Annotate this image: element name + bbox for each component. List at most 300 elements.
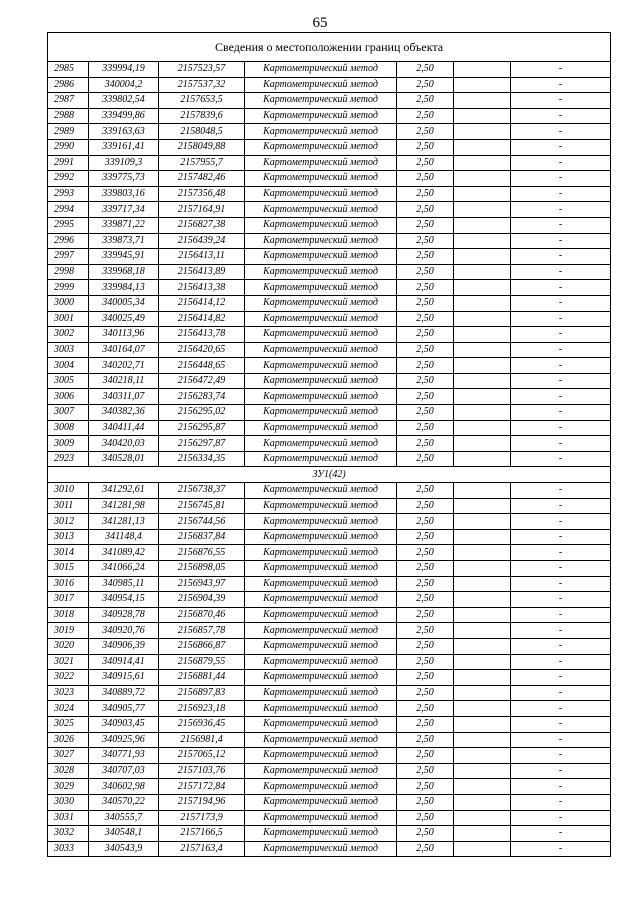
method-cell: Картометрический метод (245, 638, 397, 654)
empty-cell (454, 685, 511, 701)
point-number-cell: 3025 (48, 716, 89, 732)
accuracy-cell: 2,50 (397, 748, 454, 764)
x-coordinate-cell: 340954,15 (89, 592, 159, 608)
accuracy-cell: 2,50 (397, 716, 454, 732)
empty-cell (454, 249, 511, 265)
accuracy-cell: 2,50 (397, 124, 454, 140)
accuracy-cell: 2,50 (397, 217, 454, 233)
table-row (48, 779, 611, 795)
y-coordinate-cell: 2157839,6 (159, 108, 245, 124)
method-cell: Картометрический метод (245, 732, 397, 748)
x-coordinate-cell: 339984,13 (89, 280, 159, 296)
y-coordinate-cell: 2157523,57 (159, 62, 245, 78)
empty-cell (454, 483, 511, 499)
x-coordinate-cell: 340915,61 (89, 670, 159, 686)
method-cell: Картометрический метод (245, 249, 397, 265)
accuracy-cell: 2,50 (397, 436, 454, 452)
empty-cell (454, 529, 511, 545)
description-cell: - (511, 592, 611, 608)
accuracy-cell: 2,50 (397, 358, 454, 374)
empty-cell (454, 155, 511, 171)
accuracy-cell: 2,50 (397, 670, 454, 686)
point-number-cell: 3009 (48, 436, 89, 452)
y-coordinate-cell: 2156738,37 (159, 483, 245, 499)
method-cell: Картометрический метод (245, 592, 397, 608)
x-coordinate-cell: 340707,03 (89, 763, 159, 779)
method-cell: Картометрический метод (245, 654, 397, 670)
empty-cell (454, 342, 511, 358)
empty-cell (454, 295, 511, 311)
x-coordinate-cell: 339161,41 (89, 139, 159, 155)
accuracy-cell: 2,50 (397, 623, 454, 639)
empty-cell (454, 576, 511, 592)
y-coordinate-cell: 2156981,4 (159, 732, 245, 748)
table-row (48, 93, 611, 109)
point-number-cell: 2998 (48, 264, 89, 280)
method-cell: Картометрический метод (245, 545, 397, 561)
x-coordinate-cell: 340771,93 (89, 748, 159, 764)
y-coordinate-cell: 2156283,74 (159, 389, 245, 405)
y-coordinate-cell: 2156439,24 (159, 233, 245, 249)
description-cell: - (511, 810, 611, 826)
description-cell: - (511, 124, 611, 140)
table-row (48, 592, 611, 608)
x-coordinate-cell: 340925,96 (89, 732, 159, 748)
point-number-cell: 3018 (48, 607, 89, 623)
description-cell: - (511, 716, 611, 732)
table-row (48, 77, 611, 93)
description-cell: - (511, 654, 611, 670)
accuracy-cell: 2,50 (397, 763, 454, 779)
accuracy-cell: 2,50 (397, 561, 454, 577)
accuracy-cell: 2,50 (397, 451, 454, 467)
table-row (48, 638, 611, 654)
method-cell: Картометрический метод (245, 358, 397, 374)
empty-cell (454, 498, 511, 514)
accuracy-cell: 2,50 (397, 685, 454, 701)
empty-cell (454, 545, 511, 561)
accuracy-cell: 2,50 (397, 311, 454, 327)
y-coordinate-cell: 2157653,5 (159, 93, 245, 109)
accuracy-cell: 2,50 (397, 607, 454, 623)
description-cell: - (511, 420, 611, 436)
x-coordinate-cell: 340570,22 (89, 794, 159, 810)
empty-cell (454, 62, 511, 78)
method-cell: Картометрический метод (245, 311, 397, 327)
x-coordinate-cell: 340202,71 (89, 358, 159, 374)
table-row (48, 763, 611, 779)
table-row (48, 264, 611, 280)
point-number-cell: 3003 (48, 342, 89, 358)
method-cell: Картометрический метод (245, 108, 397, 124)
y-coordinate-cell: 2157356,48 (159, 186, 245, 202)
y-coordinate-cell: 2157537,32 (159, 77, 245, 93)
y-coordinate-cell: 2156881,44 (159, 670, 245, 686)
table-row (48, 342, 611, 358)
method-cell: Картометрический метод (245, 186, 397, 202)
table-row (48, 373, 611, 389)
description-cell: - (511, 217, 611, 233)
x-coordinate-cell: 340920,76 (89, 623, 159, 639)
method-cell: Картометрический метод (245, 810, 397, 826)
x-coordinate-cell: 340004,2 (89, 77, 159, 93)
accuracy-cell: 2,50 (397, 592, 454, 608)
x-coordinate-cell: 341089,42 (89, 545, 159, 561)
y-coordinate-cell: 2156857,78 (159, 623, 245, 639)
table-row (48, 311, 611, 327)
point-number-cell: 2986 (48, 77, 89, 93)
y-coordinate-cell: 2156420,65 (159, 342, 245, 358)
accuracy-cell: 2,50 (397, 529, 454, 545)
empty-cell (454, 124, 511, 140)
x-coordinate-cell: 340903,45 (89, 716, 159, 732)
empty-cell (454, 841, 511, 857)
description-cell: - (511, 93, 611, 109)
accuracy-cell: 2,50 (397, 108, 454, 124)
accuracy-cell: 2,50 (397, 249, 454, 265)
method-cell: Картометрический метод (245, 295, 397, 311)
description-cell: - (511, 186, 611, 202)
method-cell: Картометрический метод (245, 389, 397, 405)
empty-cell (454, 701, 511, 717)
description-cell: - (511, 685, 611, 701)
accuracy-cell: 2,50 (397, 186, 454, 202)
accuracy-cell: 2,50 (397, 280, 454, 296)
point-number-cell: 3010 (48, 483, 89, 499)
y-coordinate-cell: 2156745,81 (159, 498, 245, 514)
table-row (48, 280, 611, 296)
description-cell: - (511, 342, 611, 358)
method-cell: Картометрический метод (245, 171, 397, 187)
table-row (48, 670, 611, 686)
table-row (48, 545, 611, 561)
method-cell: Картометрический метод (245, 826, 397, 842)
point-number-cell: 2997 (48, 249, 89, 265)
accuracy-cell: 2,50 (397, 155, 454, 171)
empty-cell (454, 280, 511, 296)
table-row (48, 436, 611, 452)
y-coordinate-cell: 2156744,56 (159, 514, 245, 530)
x-coordinate-cell: 339968,18 (89, 264, 159, 280)
point-number-cell: 3031 (48, 810, 89, 826)
table-row (48, 623, 611, 639)
y-coordinate-cell: 2156827,38 (159, 217, 245, 233)
point-number-cell: 2999 (48, 280, 89, 296)
point-number-cell: 3024 (48, 701, 89, 717)
x-coordinate-cell: 339717,34 (89, 202, 159, 218)
description-cell: - (511, 62, 611, 78)
x-coordinate-cell: 340889,72 (89, 685, 159, 701)
x-coordinate-cell: 341281,98 (89, 498, 159, 514)
table-row (48, 732, 611, 748)
method-cell: Картометрический метод (245, 748, 397, 764)
method-cell: Картометрический метод (245, 576, 397, 592)
section-header-row (48, 467, 611, 483)
table-row (48, 607, 611, 623)
empty-cell (454, 217, 511, 233)
description-cell: - (511, 139, 611, 155)
point-number-cell: 3011 (48, 498, 89, 514)
x-coordinate-cell: 341148,4 (89, 529, 159, 545)
y-coordinate-cell: 2158049,88 (159, 139, 245, 155)
table-row (48, 826, 611, 842)
description-cell: - (511, 155, 611, 171)
accuracy-cell: 2,50 (397, 420, 454, 436)
y-coordinate-cell: 2157194,96 (159, 794, 245, 810)
table-row (48, 576, 611, 592)
section-label: ЗУ1(42) (48, 467, 611, 483)
point-number-cell: 3008 (48, 420, 89, 436)
description-cell: - (511, 483, 611, 499)
x-coordinate-cell: 341292,61 (89, 483, 159, 499)
empty-cell (454, 420, 511, 436)
description-cell: - (511, 108, 611, 124)
description-cell: - (511, 561, 611, 577)
x-coordinate-cell: 339109,3 (89, 155, 159, 171)
empty-cell (454, 405, 511, 421)
point-number-cell: 3002 (48, 327, 89, 343)
description-cell: - (511, 405, 611, 421)
x-coordinate-cell: 339803,16 (89, 186, 159, 202)
accuracy-cell: 2,50 (397, 405, 454, 421)
method-cell: Картометрический метод (245, 701, 397, 717)
description-cell: - (511, 607, 611, 623)
empty-cell (454, 358, 511, 374)
accuracy-cell: 2,50 (397, 483, 454, 499)
table-row (48, 233, 611, 249)
x-coordinate-cell: 340411,44 (89, 420, 159, 436)
method-cell: Картометрический метод (245, 561, 397, 577)
table-row (48, 561, 611, 577)
point-number-cell: 3001 (48, 311, 89, 327)
description-cell: - (511, 202, 611, 218)
point-number-cell: 2990 (48, 139, 89, 155)
description-cell: - (511, 373, 611, 389)
y-coordinate-cell: 2156448,65 (159, 358, 245, 374)
x-coordinate-cell: 340555,7 (89, 810, 159, 826)
table-row (48, 701, 611, 717)
x-coordinate-cell: 339163,63 (89, 124, 159, 140)
x-coordinate-cell: 340005,34 (89, 295, 159, 311)
description-cell: - (511, 327, 611, 343)
y-coordinate-cell: 2158048,5 (159, 124, 245, 140)
empty-cell (454, 779, 511, 795)
empty-cell (454, 763, 511, 779)
accuracy-cell: 2,50 (397, 62, 454, 78)
y-coordinate-cell: 2156866,87 (159, 638, 245, 654)
accuracy-cell: 2,50 (397, 654, 454, 670)
accuracy-cell: 2,50 (397, 295, 454, 311)
y-coordinate-cell: 2157173,9 (159, 810, 245, 826)
description-cell: - (511, 358, 611, 374)
method-cell: Картометрический метод (245, 779, 397, 795)
method-cell: Картометрический метод (245, 373, 397, 389)
point-number-cell: 3016 (48, 576, 89, 592)
description-cell: - (511, 389, 611, 405)
x-coordinate-cell: 339994,19 (89, 62, 159, 78)
method-cell: Картометрический метод (245, 155, 397, 171)
x-coordinate-cell: 340928,78 (89, 607, 159, 623)
x-coordinate-cell: 339873,71 (89, 233, 159, 249)
method-cell: Картометрический метод (245, 670, 397, 686)
table-row (48, 217, 611, 233)
x-coordinate-cell: 340906,39 (89, 638, 159, 654)
description-cell: - (511, 701, 611, 717)
x-coordinate-cell: 340311,07 (89, 389, 159, 405)
x-coordinate-cell: 341281,13 (89, 514, 159, 530)
table-row (48, 405, 611, 421)
description-cell: - (511, 638, 611, 654)
empty-cell (454, 561, 511, 577)
y-coordinate-cell: 2157482,46 (159, 171, 245, 187)
accuracy-cell: 2,50 (397, 264, 454, 280)
x-coordinate-cell: 339499,86 (89, 108, 159, 124)
table-row (48, 810, 611, 826)
description-cell: - (511, 763, 611, 779)
accuracy-cell: 2,50 (397, 77, 454, 93)
point-number-cell: 3032 (48, 826, 89, 842)
accuracy-cell: 2,50 (397, 498, 454, 514)
x-coordinate-cell: 340528,01 (89, 451, 159, 467)
method-cell: Картометрический метод (245, 841, 397, 857)
method-cell: Картометрический метод (245, 794, 397, 810)
point-number-cell: 2991 (48, 155, 89, 171)
method-cell: Картометрический метод (245, 139, 397, 155)
y-coordinate-cell: 2156414,82 (159, 311, 245, 327)
point-number-cell: 2993 (48, 186, 89, 202)
y-coordinate-cell: 2156897,83 (159, 685, 245, 701)
accuracy-cell: 2,50 (397, 576, 454, 592)
table-row (48, 155, 611, 171)
table-row (48, 295, 611, 311)
point-number-cell: 3026 (48, 732, 89, 748)
method-cell: Картометрический метод (245, 342, 397, 358)
description-cell: - (511, 233, 611, 249)
y-coordinate-cell: 2157955,7 (159, 155, 245, 171)
accuracy-cell: 2,50 (397, 794, 454, 810)
description-cell: - (511, 311, 611, 327)
x-coordinate-cell: 340602,98 (89, 779, 159, 795)
method-cell: Картометрический метод (245, 529, 397, 545)
point-number-cell: 3027 (48, 748, 89, 764)
table-row (48, 685, 611, 701)
point-number-cell: 3019 (48, 623, 89, 639)
method-cell: Картометрический метод (245, 451, 397, 467)
table-row (48, 498, 611, 514)
empty-cell (454, 826, 511, 842)
y-coordinate-cell: 2156295,87 (159, 420, 245, 436)
method-cell: Картометрический метод (245, 77, 397, 93)
method-cell: Картометрический метод (245, 483, 397, 499)
x-coordinate-cell: 340164,07 (89, 342, 159, 358)
y-coordinate-cell: 2156936,45 (159, 716, 245, 732)
empty-cell (454, 186, 511, 202)
accuracy-cell: 2,50 (397, 514, 454, 530)
method-cell: Картометрический метод (245, 202, 397, 218)
point-number-cell: 3007 (48, 405, 89, 421)
table-row (48, 139, 611, 155)
table-row (48, 202, 611, 218)
point-number-cell: 2992 (48, 171, 89, 187)
y-coordinate-cell: 2156943,97 (159, 576, 245, 592)
method-cell: Картометрический метод (245, 763, 397, 779)
description-cell: - (511, 545, 611, 561)
method-cell: Картометрический метод (245, 623, 397, 639)
x-coordinate-cell: 340985,11 (89, 576, 159, 592)
method-cell: Картометрический метод (245, 264, 397, 280)
x-coordinate-cell: 340420,03 (89, 436, 159, 452)
empty-cell (454, 436, 511, 452)
table-row (48, 186, 611, 202)
x-coordinate-cell: 340025,49 (89, 311, 159, 327)
point-number-cell: 2995 (48, 217, 89, 233)
boundary-coordinates-sheet (47, 32, 610, 857)
table-row (48, 62, 611, 78)
point-number-cell: 3017 (48, 592, 89, 608)
x-coordinate-cell: 339871,22 (89, 217, 159, 233)
y-coordinate-cell: 2156413,89 (159, 264, 245, 280)
y-coordinate-cell: 2157065,12 (159, 748, 245, 764)
point-number-cell: 2985 (48, 62, 89, 78)
table-row (48, 514, 611, 530)
point-number-cell: 3012 (48, 514, 89, 530)
empty-cell (454, 373, 511, 389)
point-number-cell: 2923 (48, 451, 89, 467)
description-cell: - (511, 264, 611, 280)
empty-cell (454, 311, 511, 327)
point-number-cell: 2988 (48, 108, 89, 124)
y-coordinate-cell: 2156923,18 (159, 701, 245, 717)
y-coordinate-cell: 2157103,76 (159, 763, 245, 779)
method-cell: Картометрический метод (245, 716, 397, 732)
point-number-cell: 3015 (48, 561, 89, 577)
method-cell: Картометрический метод (245, 498, 397, 514)
table-row (48, 841, 611, 857)
y-coordinate-cell: 2156876,55 (159, 545, 245, 561)
point-number-cell: 3033 (48, 841, 89, 857)
method-cell: Картометрический метод (245, 62, 397, 78)
description-cell: - (511, 77, 611, 93)
empty-cell (454, 233, 511, 249)
y-coordinate-cell: 2157172,84 (159, 779, 245, 795)
y-coordinate-cell: 2156472,49 (159, 373, 245, 389)
method-cell: Картометрический метод (245, 93, 397, 109)
x-coordinate-cell: 340382,36 (89, 405, 159, 421)
accuracy-cell: 2,50 (397, 139, 454, 155)
table-row (48, 124, 611, 140)
description-cell: - (511, 732, 611, 748)
table-row (48, 529, 611, 545)
empty-cell (454, 607, 511, 623)
empty-cell (454, 171, 511, 187)
description-cell: - (511, 171, 611, 187)
point-number-cell: 3023 (48, 685, 89, 701)
method-cell: Картометрический метод (245, 436, 397, 452)
description-cell: - (511, 451, 611, 467)
description-cell: - (511, 436, 611, 452)
empty-cell (454, 514, 511, 530)
y-coordinate-cell: 2157163,4 (159, 841, 245, 857)
method-cell: Картометрический метод (245, 514, 397, 530)
accuracy-cell: 2,50 (397, 701, 454, 717)
method-cell: Картометрический метод (245, 607, 397, 623)
empty-cell (454, 264, 511, 280)
table-row (48, 327, 611, 343)
accuracy-cell: 2,50 (397, 342, 454, 358)
table-row (48, 794, 611, 810)
point-number-cell: 3005 (48, 373, 89, 389)
y-coordinate-cell: 2156898,05 (159, 561, 245, 577)
